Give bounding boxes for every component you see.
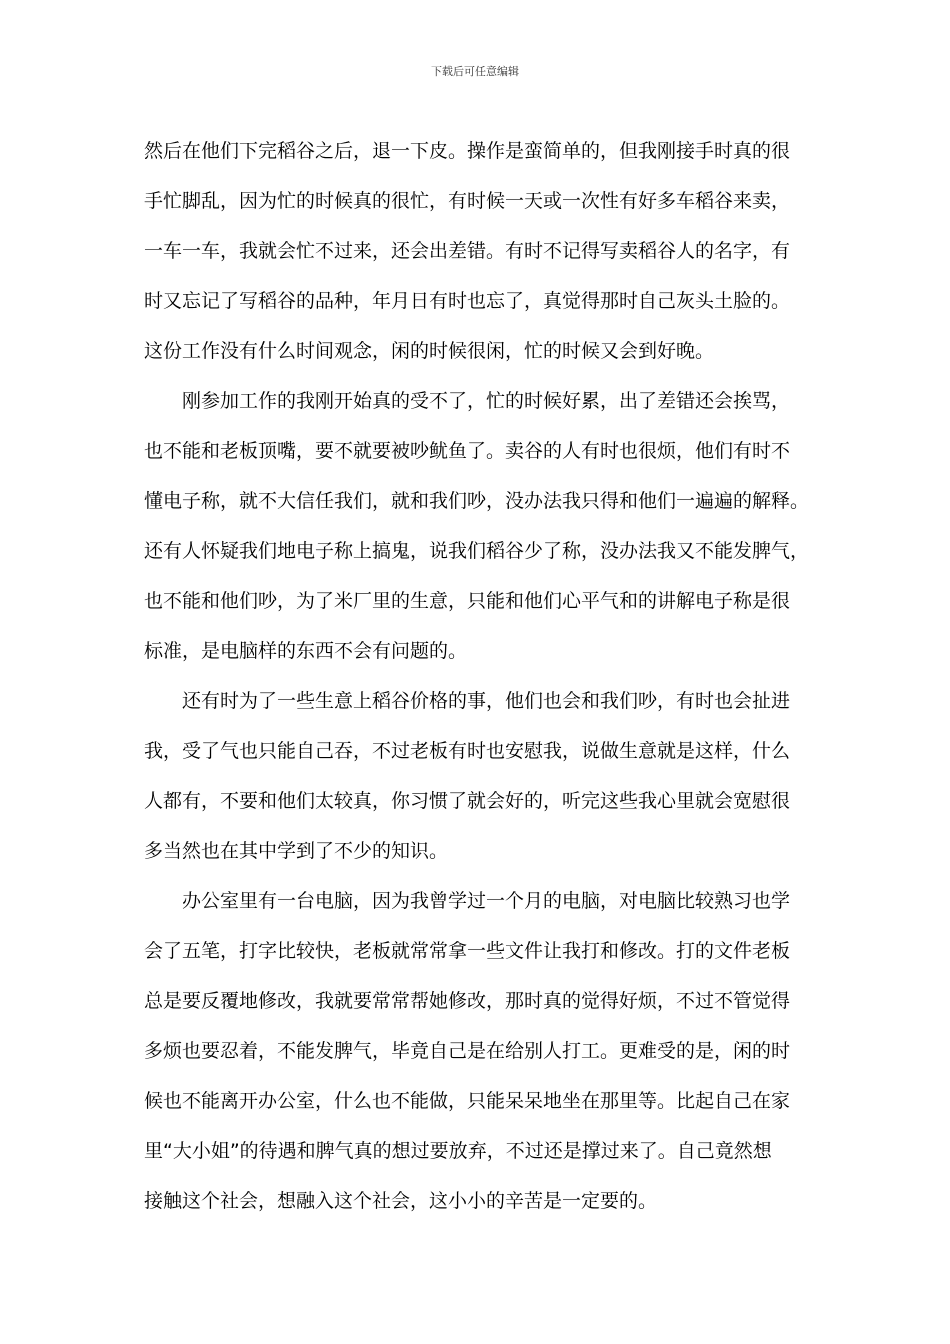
text-line: 我，受了气也只能自己吞，不过老板有时也安慰我，说做生意就是这样，什么 [144,740,791,762]
text-line: 接触这个社会，想融入这个社会，这小小的辛苦是一定要的。 [144,1190,658,1212]
text-line: 也不能和老板顶嘴，要不就要被吵鱿鱼了。卖谷的人有时也很烦，他们有时不 [144,440,791,462]
text-line: 一车一车，我就会忙不过来，还会出差错。有时不记得写卖稻谷人的名字，有 [144,240,791,262]
text-line: 候也不能离开办公室，什么也不能做，只能呆呆地坐在那里等。比起自己在家 [144,1090,791,1112]
text-line: 懂电子称，就不大信任我们，就和我们吵，没办法我只得和他们一遍遍的解释。 [144,490,810,512]
text-line: 标准，是电脑样的东西不会有问题的。 [144,640,468,662]
paragraph-first-line: 办公室里有一台电脑，因为我曾学过一个月的电脑，对电脑比较熟习也学 [182,890,791,912]
text-line: 也不能和他们吵，为了米厂里的生意，只能和他们心平气和的讲解电子称是很 [144,590,791,612]
paragraph-first-line: 刚参加工作的我刚开始真的受不了，忙的时候好累，出了差错还会挨骂， [182,390,791,412]
text-line: 手忙脚乱，因为忙的时候真的很忙，有时候一天或一次性有好多车稻谷来卖， [144,190,791,212]
text-line: 多烦也要忍着，不能发脾气，毕竟自己是在给别人打工。更难受的是，闲的时 [144,1040,791,1062]
text-line: 然后在他们下完稻谷之后，退一下皮。操作是蛮简单的，但我刚接手时真的很 [144,140,791,162]
paragraph-first-line: 还有时为了一些生意上稻谷价格的事，他们也会和我们吵，有时也会扯进 [182,690,791,712]
text-line: 人都有，不要和他们太较真，你习惯了就会好的，听完这些我心里就会宽慰很 [144,790,791,812]
text-line: 还有人怀疑我们地电子称上搞鬼，说我们稻谷少了称，没办法我又不能发脾气， [144,540,810,562]
text-line: 这份工作没有什么时间观念，闲的时候很闲，忙的时候又会到好晚。 [144,340,715,362]
text-line: 里“大小姐”的待遇和脾气真的想过要放弃，不过还是撑过来了。自己竟然想 [144,1140,772,1162]
document-body [144,126,818,1226]
text-line: 时又忘记了写稻谷的品种，年月日有时也忘了，真觉得那时自己灰头土脸的。 [144,290,791,312]
text-line: 会了五笔，打字比较快，老板就常常拿一些文件让我打和修改。打的文件老板 [144,940,791,962]
page-header: 下载后可任意编辑 [431,65,519,78]
text-line: 总是要反覆地修改，我就要常常帮她修改，那时真的觉得好烦，不过不管觉得 [144,990,791,1012]
text-line: 多当然也在其中学到了不少的知识。 [144,840,449,862]
